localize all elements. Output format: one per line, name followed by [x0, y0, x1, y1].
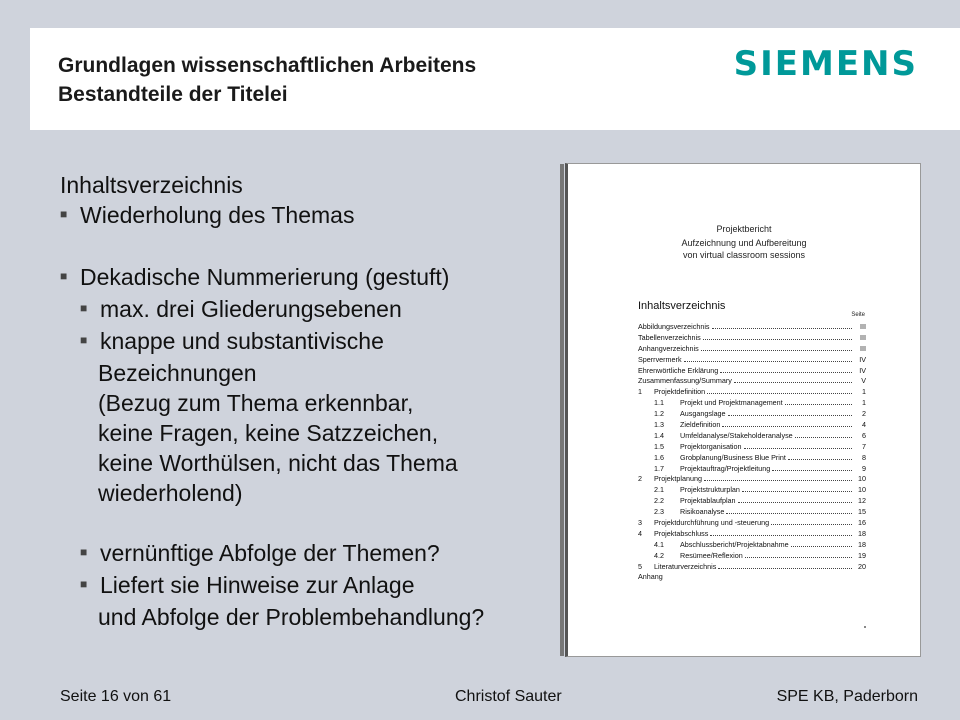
toc-leader-dots [744, 448, 852, 449]
toc-leader-dots [772, 470, 852, 471]
toc-text: Projektauftrag/Projektleitung [680, 463, 771, 473]
toc-page: 1 [862, 387, 866, 397]
slide-title-line1: Grundlagen wissenschaftlichen Arbeitens [58, 54, 477, 77]
toc-row [638, 366, 866, 377]
toc-row [638, 398, 866, 409]
toc-number: 1.3 [654, 420, 664, 430]
list-item: ■ Wiederholung des Themas [60, 200, 570, 232]
toc-text: Projektorganisation [680, 441, 742, 451]
toc-text: Ehrenwörtliche Erklärung [638, 365, 719, 375]
toc-text: Tabellenverzeichnis [638, 332, 701, 342]
toc-page: 18 [858, 528, 866, 538]
toc-text: Zusammenfassung/Summary [638, 376, 732, 386]
doc-toc-list [638, 322, 866, 583]
toc-number: 1.5 [654, 441, 664, 451]
toc-row [638, 333, 866, 344]
toc-row [638, 420, 866, 431]
dot-mark [864, 626, 866, 628]
square-bullet-icon: ■ [80, 300, 88, 315]
toc-number: 2.3 [654, 507, 664, 517]
toc-number: 4.1 [654, 539, 664, 549]
toc-leader-dots [745, 557, 852, 558]
toc-row [638, 431, 866, 442]
toc-leader-dots [795, 437, 852, 438]
toc-leader-dots [704, 480, 852, 481]
toc-page: III [860, 343, 866, 353]
toc-leader-dots [771, 524, 852, 525]
list-item: ■ Liefert sie Hinweise zur Anlage [60, 570, 570, 602]
toc-row [638, 572, 866, 583]
toc-text: Literaturverzeichnis [654, 561, 717, 571]
doc-toc-title: Inhaltsverzeichnis [638, 300, 726, 312]
toc-page: IV [859, 365, 866, 375]
slide-title-line2: Bestandteile der Titelei [58, 83, 288, 106]
toc-number: 1.2 [654, 409, 664, 419]
toc-number: 1.6 [654, 452, 664, 462]
toc-page: 4 [862, 420, 866, 430]
toc-number: 2.1 [654, 485, 664, 495]
list-item-continuation: Bezeichnungen [98, 359, 257, 386]
toc-number: 5 [638, 561, 642, 571]
list-item: ■ max. drei Gliederungsebenen [60, 294, 570, 326]
toc-page: III [860, 332, 866, 342]
toc-row [638, 562, 866, 573]
toc-leader-dots [712, 328, 852, 329]
toc-page: 10 [858, 474, 866, 484]
toc-row [638, 453, 866, 464]
list-item: ■ Dekadische Nummerierung (gestuft) [60, 262, 570, 294]
doc-subtitle-line1: Aufzeichnung und Aufbereitung [681, 238, 807, 248]
list-item: ■ knappe und substantivische [60, 326, 570, 358]
list-item-continuation: keine Worthülsen, nicht das Thema [98, 449, 458, 476]
toc-leader-dots [788, 459, 852, 460]
toc-page: 8 [862, 452, 866, 462]
toc-leader-dots [734, 382, 852, 383]
toc-row [638, 540, 866, 551]
square-bullet-icon: ■ [60, 268, 68, 283]
toc-text: Anhang [638, 572, 663, 582]
toc-row [638, 355, 866, 366]
toc-page: 6 [862, 430, 866, 440]
siemens-logo: SIEMENS [733, 44, 918, 84]
toc-leader-dots [684, 361, 852, 362]
toc-number: 1.4 [654, 430, 664, 440]
toc-text: Projektdefinition [654, 387, 706, 397]
toc-leader-dots [703, 339, 852, 340]
toc-leader-dots [718, 568, 852, 569]
toc-page: V [861, 376, 866, 386]
list-item-continuation: (Bezug zum Thema erkennbar, [98, 389, 414, 416]
toc-text: Ausgangslage [680, 409, 726, 419]
content-heading: Inhaltsverzeichnis [60, 172, 243, 198]
toc-page: 9 [862, 463, 866, 473]
toc-text: Projekt und Projektmanagement [680, 398, 783, 408]
toc-page: 12 [858, 496, 866, 506]
toc-text: Resümee/Reflexion [680, 550, 743, 560]
toc-leader-dots [742, 491, 852, 492]
toc-row [638, 376, 866, 387]
toc-page: IV [859, 354, 866, 364]
toc-page: 1 [862, 398, 866, 408]
toc-text: Projektablaufplan [680, 496, 736, 506]
toc-leader-dots [710, 535, 852, 536]
toc-leader-dots [707, 393, 852, 394]
doc-toc-seite: Seite [851, 312, 865, 318]
toc-page: 20 [858, 561, 866, 571]
document-preview [565, 163, 921, 657]
toc-page: 18 [858, 539, 866, 549]
toc-page: 7 [862, 441, 866, 451]
toc-leader-dots [701, 350, 852, 351]
toc-text: Projektplanung [654, 474, 702, 484]
toc-number: 4.2 [654, 550, 664, 560]
toc-leader-dots [785, 404, 852, 405]
doc-title: Projektbericht [716, 224, 772, 234]
toc-page: III [860, 322, 866, 331]
toc-leader-dots [728, 415, 852, 416]
square-bullet-icon: ■ [80, 544, 88, 559]
toc-text: Projektdurchführung und -steuerung [654, 518, 770, 528]
toc-text: Risikoanalyse [680, 507, 725, 517]
toc-text: Projektstrukturplan [680, 485, 740, 495]
toc-text: Abschlussbericht/Projektabnahme [680, 539, 789, 549]
toc-row [638, 507, 866, 518]
toc-text: Umfeldanalyse/Stakeholderanalyse [680, 430, 793, 440]
toc-row [638, 474, 866, 485]
toc-row [638, 344, 866, 355]
doc-subtitle-line2: von virtual classroom sessions [682, 250, 806, 260]
toc-page: 10 [858, 485, 866, 495]
toc-leader-dots [738, 502, 852, 503]
toc-row [638, 529, 866, 540]
toc-page: 19 [858, 550, 866, 560]
toc-row [638, 551, 866, 562]
list-item-continuation: keine Fragen, keine Satzzeichen, [98, 419, 439, 446]
list-item-continuation: wiederholend) [98, 479, 243, 506]
square-bullet-icon: ■ [60, 206, 68, 221]
toc-number: 1.7 [654, 463, 664, 473]
toc-page: 16 [858, 518, 866, 528]
toc-leader-dots [722, 426, 852, 427]
toc-text: Abbildungsverzeichnis [638, 322, 710, 331]
slide-header [30, 28, 960, 130]
square-bullet-icon: ■ [80, 332, 88, 347]
toc-number: 3 [638, 518, 642, 528]
list-item: ■ vernünftige Abfolge der Themen? [60, 538, 570, 570]
toc-leader-dots [726, 513, 852, 514]
toc-number: 1 [638, 387, 642, 397]
footer-author: Christof Sauter [455, 688, 562, 705]
toc-row [638, 464, 866, 475]
toc-text: Projektabschluss [654, 528, 709, 538]
toc-text: Sperrvermerk [638, 354, 682, 364]
toc-number: 4 [638, 528, 642, 538]
footer-organization: SPE KB, Paderborn [776, 688, 918, 705]
toc-row [638, 322, 866, 333]
footer-page-number: Seite 16 von 61 [60, 688, 172, 705]
toc-number: 1.1 [654, 398, 664, 408]
toc-page: 15 [858, 507, 866, 517]
slide-content [60, 170, 570, 632]
toc-row [638, 518, 866, 529]
toc-leader-dots [720, 372, 852, 373]
toc-row [638, 485, 866, 496]
toc-leader-dots [791, 546, 852, 547]
toc-row [638, 387, 866, 398]
toc-text: Anhangverzeichnis [638, 343, 699, 353]
toc-number: 2.2 [654, 496, 664, 506]
toc-page: 2 [862, 409, 866, 419]
toc-number: 2 [638, 474, 642, 484]
toc-row [638, 496, 866, 507]
list-item-continuation: und Abfolge der Problembehandlung? [98, 603, 485, 630]
toc-row [638, 442, 866, 453]
toc-text: Zieldefinition [680, 420, 721, 430]
toc-row [638, 409, 866, 420]
square-bullet-icon: ■ [80, 576, 88, 591]
toc-text: Grobplanung/Business Blue Print [680, 452, 786, 462]
